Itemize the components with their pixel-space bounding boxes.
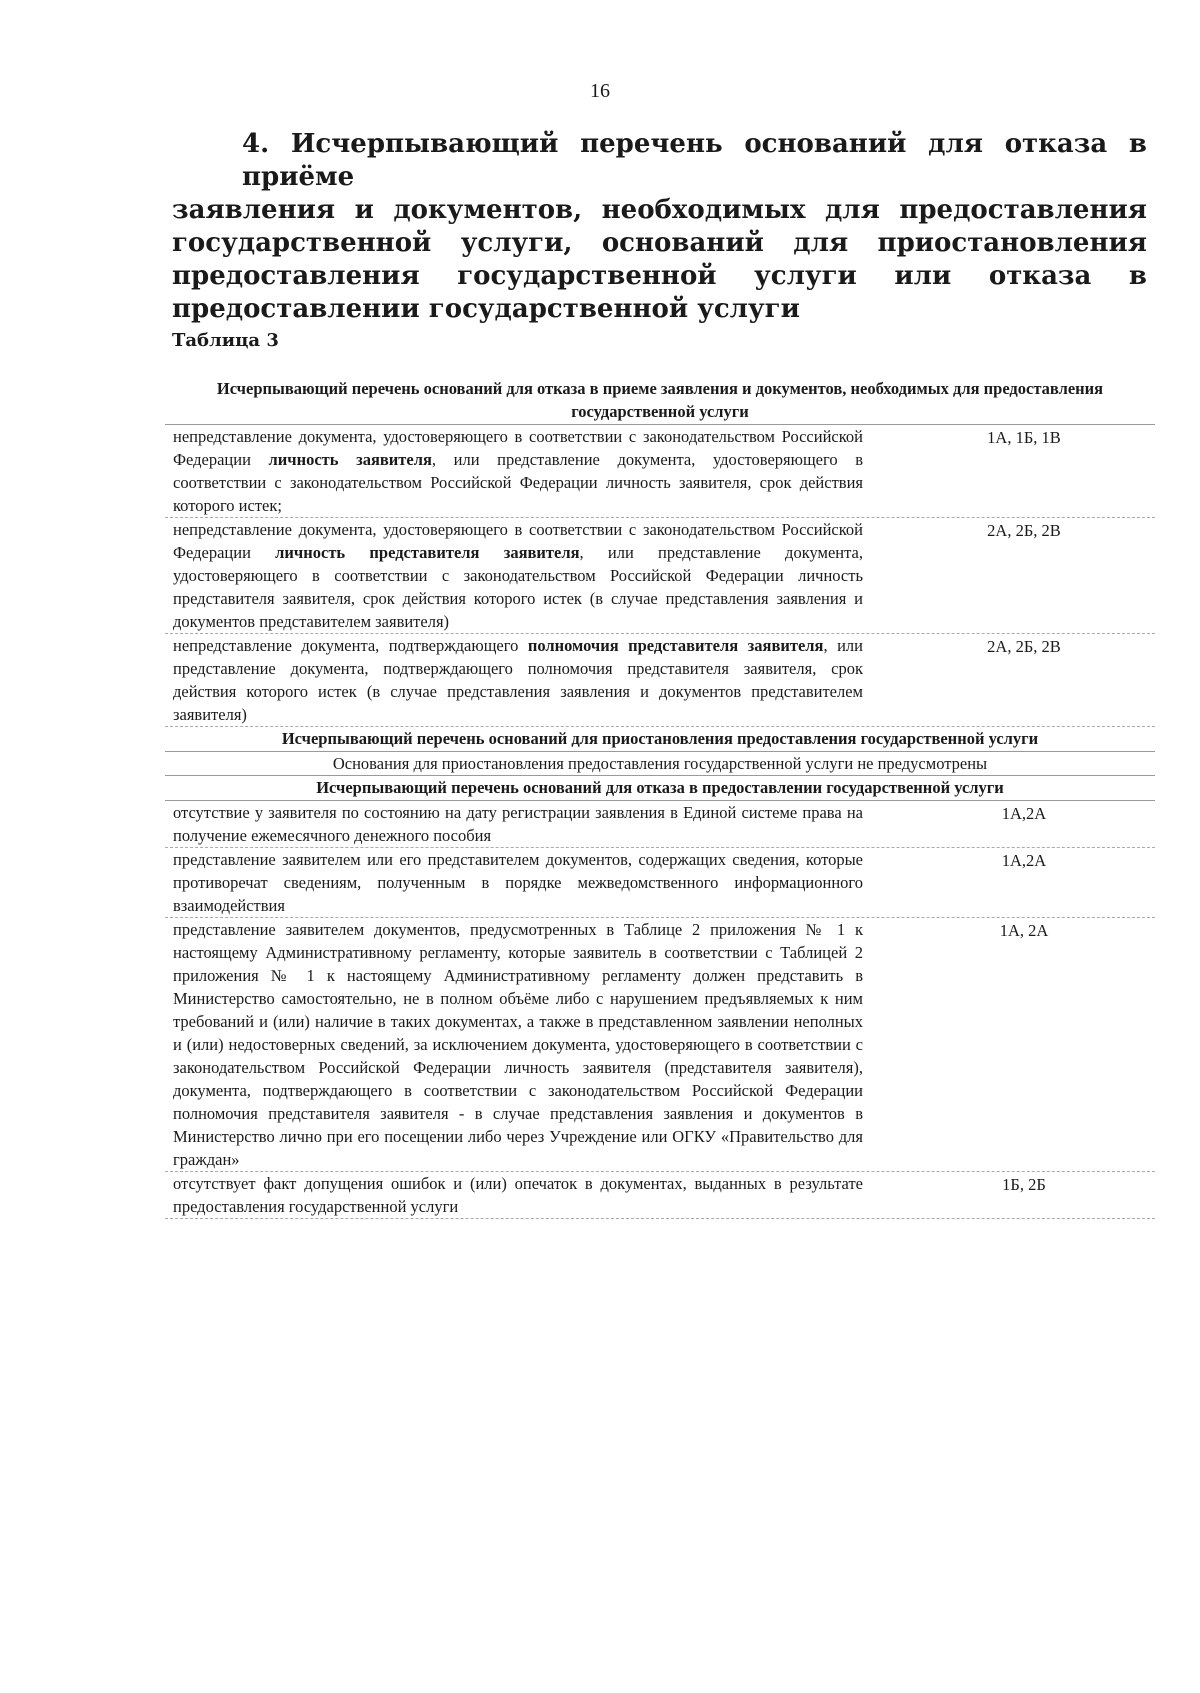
table-row	[165, 801, 1155, 848]
row-text-bold: личность представителя заявителя	[275, 543, 580, 562]
row-text: , или представление документа, подтверждающего полномочия представителя заявителя, срок действия которого истек (в случае представления заявления и документов представителем заявителя)	[173, 636, 863, 724]
row-description: представление заявителем документов, предусмотренных в Таблице 2 приложения № 1 к настоящему Административному регламенту, которые заявитель в соответствии с Таблицей 2 приложения № 1 к настоящему Административному регламенту должен представить в Министерство самостоятельно, не в полном объёме либо с нарушением предъявляемых к ним требований и (или) наличие в таких документах, а также в представленном заявлении неполных и (или) недостоверных сведений, за исключением документа, удостоверяющего в соответствии с законодательством Российской Федерации личность заявителя (представителя заявителя), документа, подтверждающего в соответствии с законодательством Российской Федерации полномочия представителя заявителя - в случае представления заявления и документов в Министерство лично при его посещении либо через Учреждение или ОГКУ «Правительство для граждан»	[173, 920, 863, 1169]
row-text-bold: личность заявителя	[268, 450, 432, 469]
row-text: , или представление документа, удостоверяющего в соответствии с законодательством Российской Федерации личность заявителя, срок действия которого истек;	[173, 450, 863, 515]
grounds-table	[165, 377, 1155, 1219]
heading-rest: заявления и документов, необходимых для предоставления государственной услуги, оснований для приостановления предоставления государственной услуги или отказа в предоставлении государственной услуги	[172, 195, 1147, 324]
section-title-suspension: Исчерпывающий перечень оснований для приостановления предоставления государственной услуги	[165, 727, 1155, 752]
table-row	[165, 634, 1155, 727]
row-description	[165, 634, 863, 726]
row-codes: 1А, 1Б, 1В	[987, 428, 1061, 447]
row-text: непредставление документа, подтверждающего	[173, 636, 528, 655]
row-text: непредставление документа, удостоверяющего в соответствии с законодательством Российской Федерации	[173, 520, 863, 562]
table-row	[165, 1172, 1155, 1219]
row-codes: 2А, 2Б, 2В	[987, 637, 1061, 656]
row-text-bold: полномочия представителя заявителя	[527, 636, 824, 655]
section-title-refusal-acceptance: Исчерпывающий перечень оснований для отказа в приеме заявления и документов, необходимых для предоставления государственной услуги	[165, 377, 1155, 425]
table-row	[165, 848, 1155, 918]
table-label: Таблица 3	[172, 330, 279, 351]
table-row	[165, 918, 1155, 1172]
row-codes: 1Б, 2Б	[1002, 1175, 1046, 1194]
row-codes: 1А,2А	[1001, 804, 1047, 823]
row-text: , или представление документа, удостоверяющего в соответствии с законодательством Российской Федерации личность представителя заявителя, срок действия которого истек (в случае представления заявления и документов представителем заявителя)	[173, 543, 863, 631]
row-description: представление заявителем или его представителем документов, содержащих сведения, которые противоречат сведениям, полученным в порядке межведомственного информационного взаимодействия	[173, 850, 863, 915]
table-row	[165, 425, 1155, 518]
row-text: непредставление документа, удостоверяющего в соответствии с законодательством Российской Федерации	[173, 427, 863, 469]
row-codes: 2А, 2Б, 2В	[987, 521, 1061, 540]
section-note-suspension: Основания для приостановления предоставления государственной услуги не предусмотрены	[165, 752, 1155, 776]
row-codes: 1А, 2А	[999, 921, 1049, 940]
section-title-refusal-service: Исчерпывающий перечень оснований для отказа в предоставлении государственной услуги	[165, 776, 1155, 801]
row-description: отсутствует факт допущения ошибок и (или) опечаток в документах, выданных в результате предоставления государственной услуги	[173, 1174, 863, 1216]
table-row	[165, 518, 1155, 634]
row-description	[165, 425, 863, 517]
row-codes: 1А,2А	[1001, 851, 1047, 870]
heading-line-1: 4. Исчерпывающий перечень оснований для отказа в приёме	[242, 129, 1147, 192]
row-description: отсутствие у заявителя по состоянию на дату регистрации заявления в Единой системе права на получение ежемесячного денежного пособия	[173, 803, 863, 845]
row-description	[165, 518, 863, 633]
page-number: 16	[590, 80, 610, 102]
section-heading	[172, 128, 1147, 326]
